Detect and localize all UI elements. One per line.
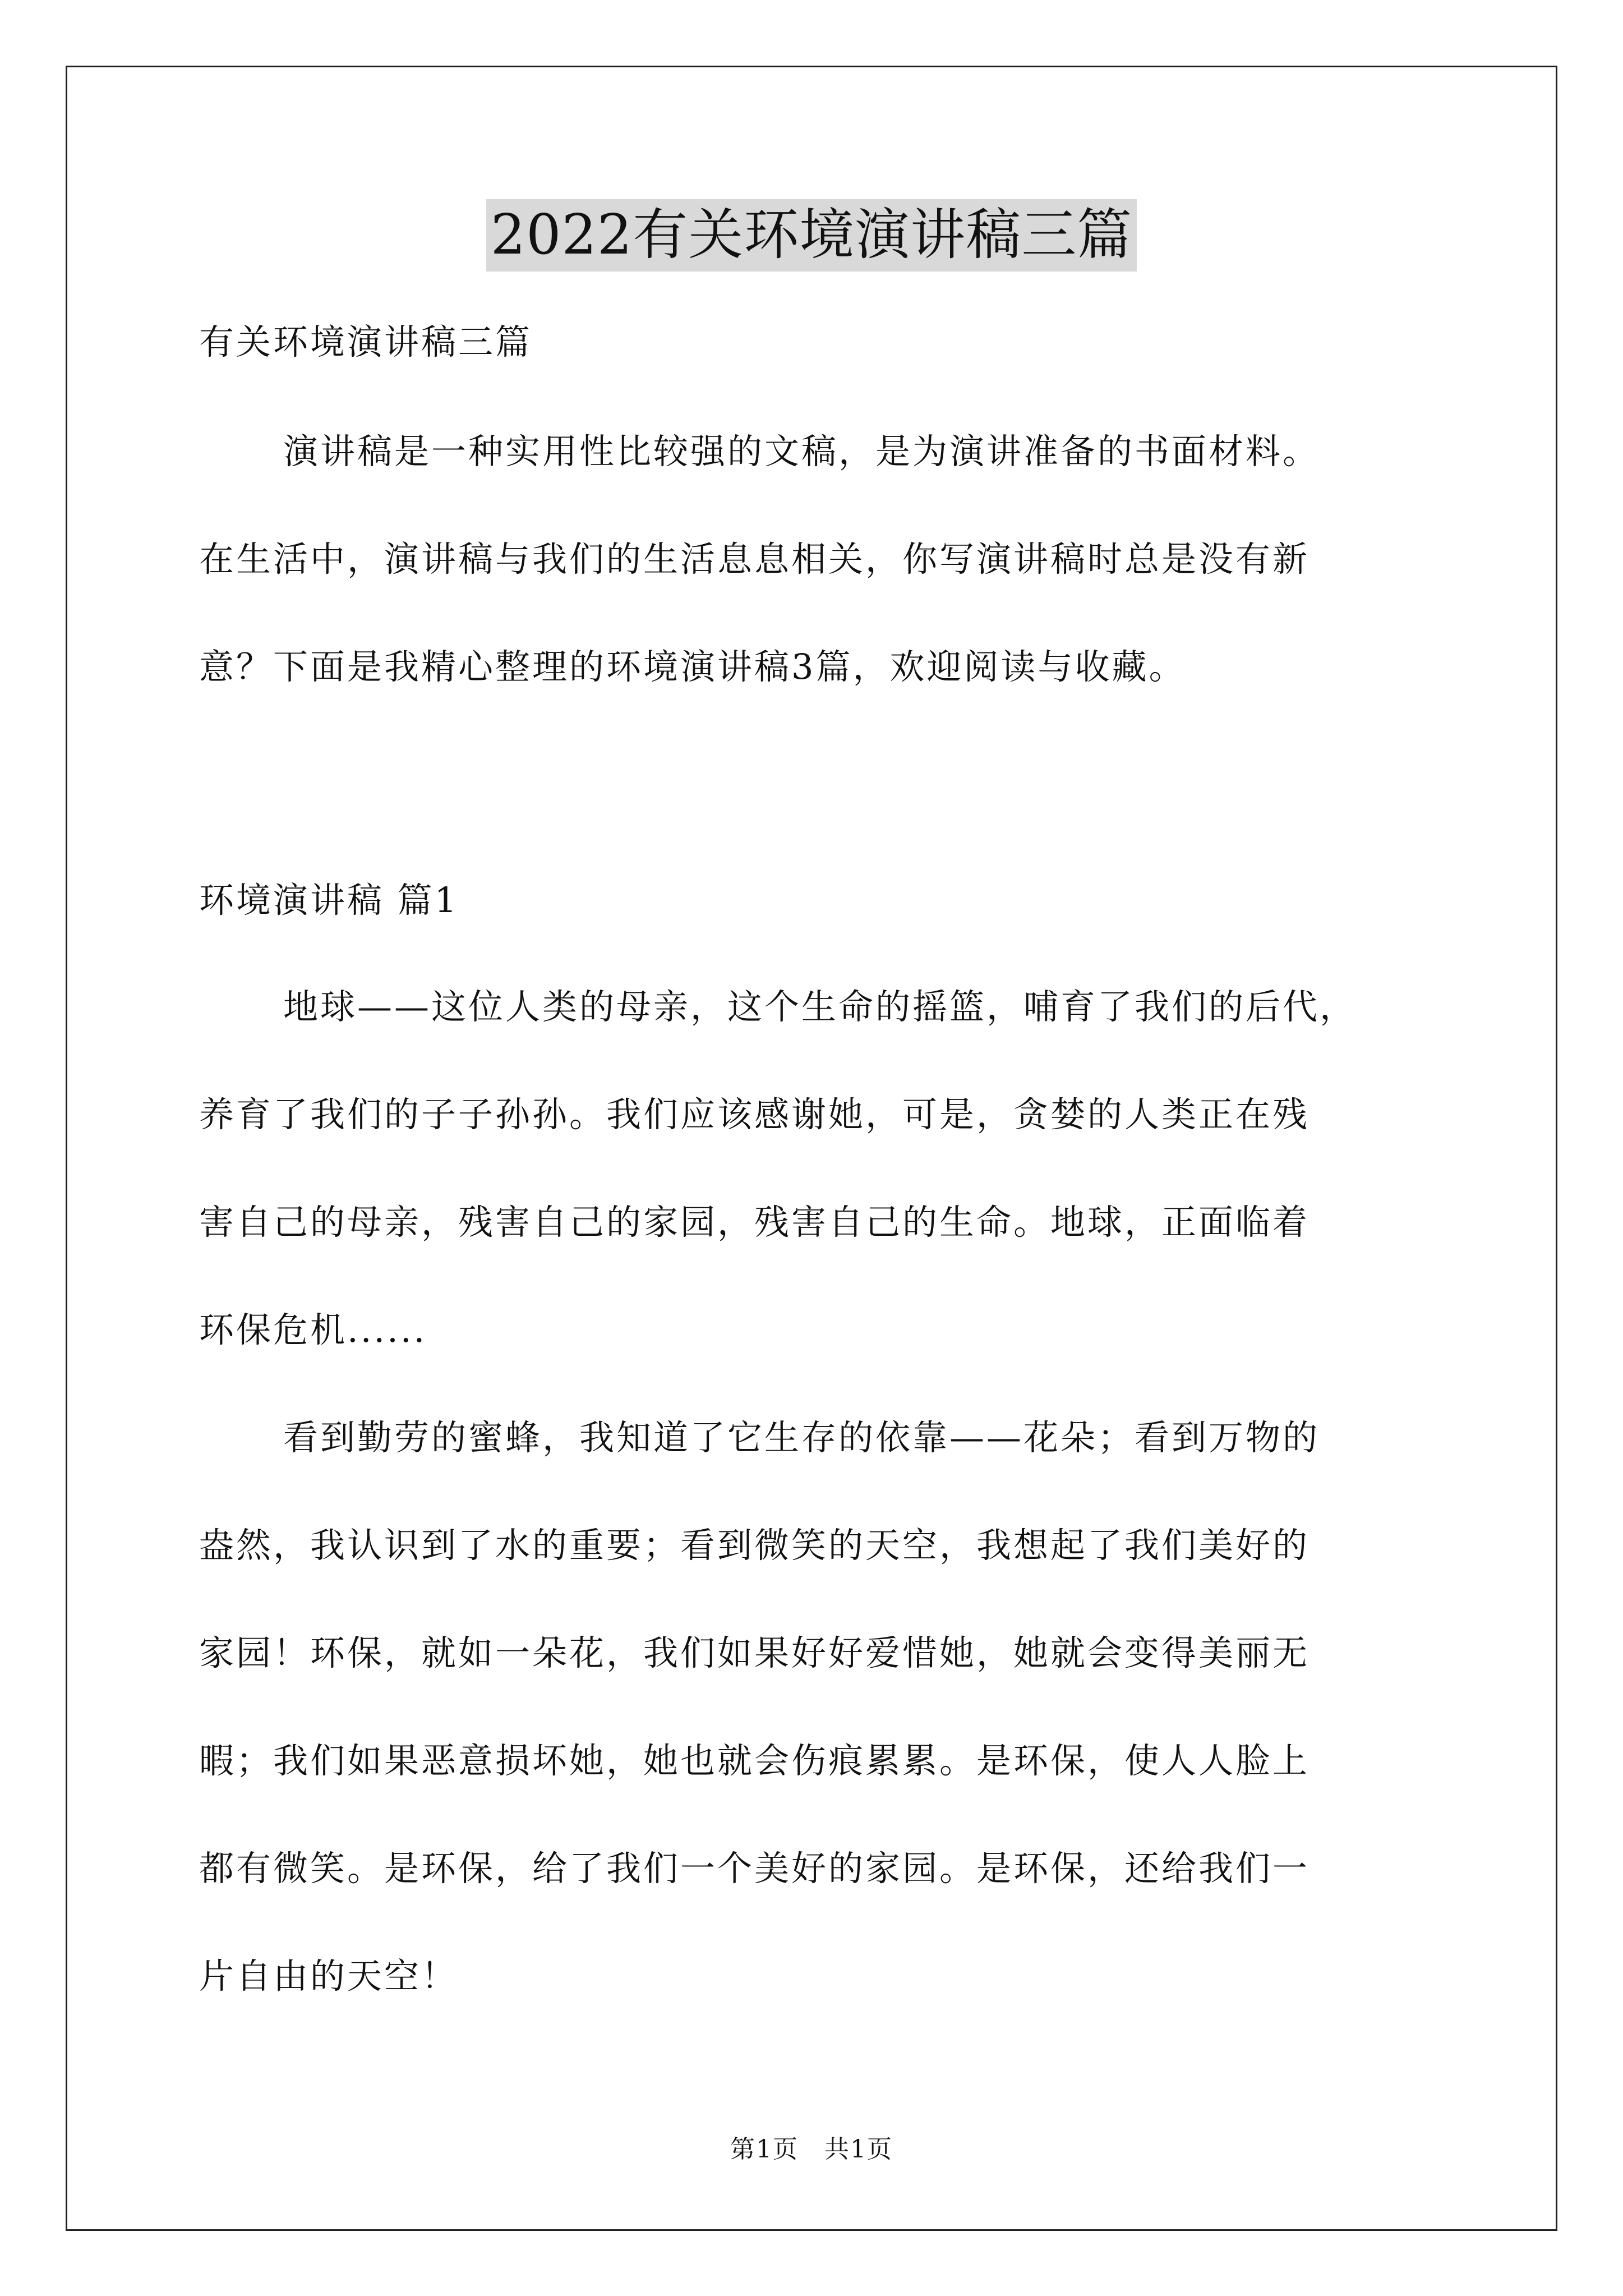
paragraph-line: 看到勤劳的蜜蜂，我知道了它生存的依靠——花朵；看到万物的: [283, 1417, 1320, 1458]
subtitle: 有关环境演讲稿三篇: [199, 321, 533, 362]
intro-line: 在生活中，演讲稿与我们的生活息息相关，你写演讲稿时总是没有新: [199, 539, 1310, 579]
paragraph-line: 暇；我们如果恶意损坏她，她也就会伤痕累累。是环保，使人人脸上: [199, 1740, 1310, 1781]
paragraph-line: 家园！环保，就如一朵花，我们如果好好爱惜她，她就会变得美丽无: [199, 1632, 1310, 1673]
paragraph-line: 都有微笑。是环保，给了我们一个美好的家园。是环保，还给我们一: [199, 1848, 1310, 1889]
section-heading: 环境演讲稿 篇1: [199, 880, 459, 921]
paragraph-line: 盎然，我认识到了水的重要；看到微笑的天空，我想起了我们美好的: [199, 1525, 1310, 1566]
document-title: 2022有关环境演讲稿三篇: [486, 199, 1137, 272]
page-footer: 第1页 共1页: [730, 2135, 893, 2164]
paragraph-line: 地球——这位人类的母亲，这个生命的摇篮，哺育了我们的后代，: [283, 986, 1357, 1027]
paragraph-line: 养育了我们的子子孙孙。我们应该感谢她，可是，贪婪的人类正在残: [199, 1094, 1310, 1135]
paragraph-line: 片自由的天空！: [199, 1955, 459, 1996]
intro-line: 演讲稿是一种实用性比较强的文稿，是为演讲准备的书面材料。: [283, 431, 1320, 472]
paragraph-line: 害自己的母亲，残害自己的家园，残害自己的生命。地球，正面临着: [199, 1202, 1310, 1243]
intro-line: 意？下面是我精心整理的环境演讲稿3篇，欢迎阅读与收藏。: [199, 646, 1186, 687]
title-container: [0, 199, 1623, 272]
paragraph-line: 环保危机......: [199, 1309, 427, 1350]
page-border: [66, 66, 1557, 2231]
